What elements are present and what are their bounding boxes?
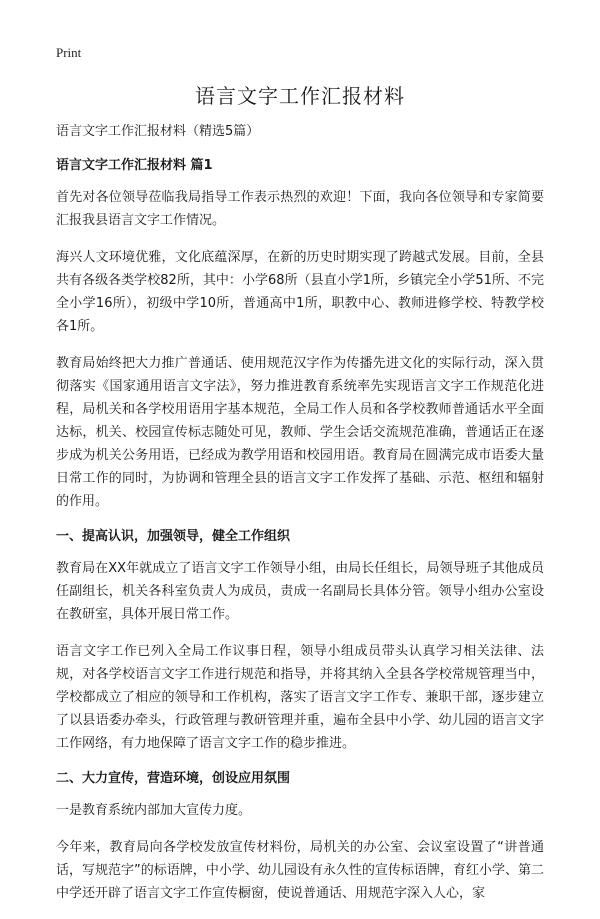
print-link[interactable]: Print: [56, 45, 82, 60]
paragraph-intro: 首先对各位领导莅临我局指导工作表示热烈的欢迎！下面，我向各位领导和专家简要汇报我县语言文字工作情况。: [56, 190, 544, 228]
article-heading: 语言文字工作汇报材料 篇1: [56, 158, 213, 173]
document-subtitle: 语言文字工作汇报材料（精选5篇）: [56, 124, 260, 139]
section-heading-2: 二、大力宣传，营造环境，创设应用氛围: [56, 771, 291, 786]
section-heading-1: 一、提高认识，加强领导，健全工作组织: [56, 529, 291, 544]
section1-paragraph: 教育局在XX年就成立了语言文字工作领导小组，由局长任组长，局领导班子其他成员任副组长，机关各科室负责人为成员，责成一名副局长具体分管。领导小组办公室设在教研室，具体开展日常工作。: [56, 561, 544, 622]
section2-paragraph: 今年来，教育局向各学校发放宣传材料份，局机关的办公室、会议室设置了“讲普通话，写规范字”的标语牌，中小学、幼儿园设有永久性的宣传标语牌，育红小学、第二中学还开辟了语言文字工作宣传橱窗，使说普通话、用规范字深入人心，家: [56, 840, 544, 901]
document-body: [56, 122, 544, 919]
section1-paragraph: 语言文字工作已列入全局工作议事日程，领导小组成员带头认真学习相关法律、法规，对各学校语言文字工作进行规范和指导，并将其纳入全县各学校常规管理当中，学校都成立了相应的领导和工作机构，落实了语言文字工作专、兼职干部，逐步建立了以县语委办牵头，行政管理与教研管理并重，遍布全县中小学、幼儿园的语言文字工作网络，有力地保障了语言文字工作的稳步推进。: [56, 644, 544, 751]
paragraph-policy: 教育局始终把大力推广普通话、使用规范汉字作为传播先进文化的实际行动，深入贯彻落实《国家通用语言文字法》，努力推进教育系统率先实现语言文字工作规范化进程，局机关和各学校用语用字基本规范，全局工作人员和各学校教师普通话水平全面达标，机关、校园宣传标志随处可见，教师、学生会话交流规范准确，普通话正在逐步成为机关公务用语，已经成为教学用语和校园用语。教育局在圆满完成市语委大量日常工作的同时，为协调和管理全县的语言文字工作发挥了基础、示范、枢纽和辐射的作用。: [56, 356, 544, 509]
paragraph-overview: 海兴人文环境优雅，文化底蕴深厚，在新的历史时期实现了跨越式发展。目前，全县共有各级各类学校82所，其中：小学68所（县直小学1所，乡镇完全小学51所、不完全小学16所），初级中学10所，普通高中1所，职教中心、教师进修学校、特教学校各1所。: [56, 250, 544, 334]
document-title: 语言文字工作汇报材料: [195, 84, 405, 108]
section2-paragraph: 一是教育系统内部加大宣传力度。: [56, 803, 252, 818]
